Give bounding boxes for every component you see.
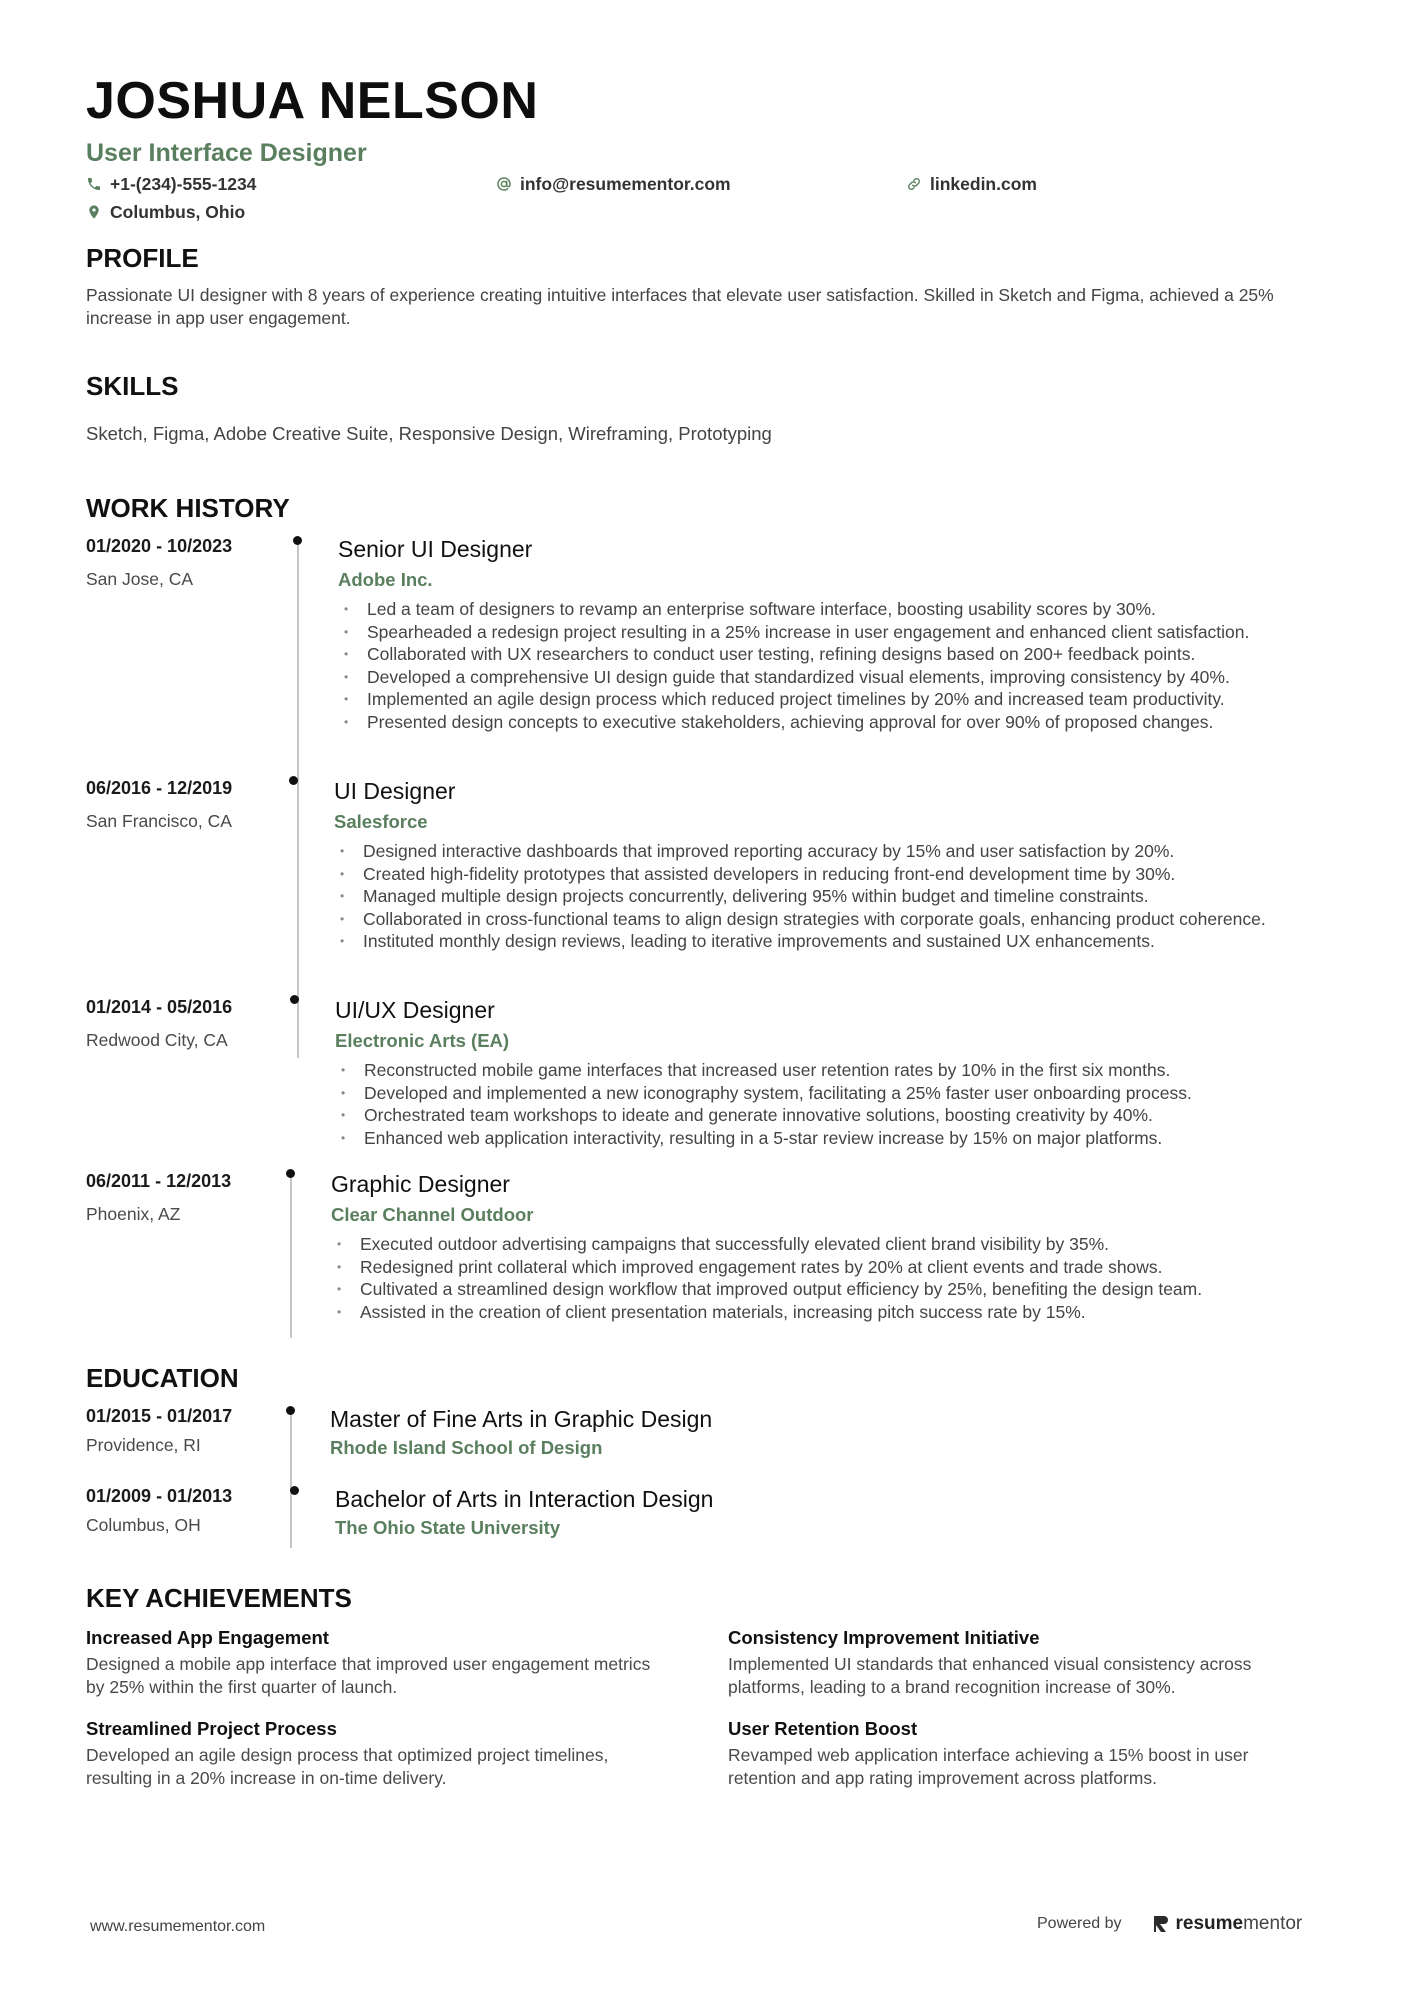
- phone-icon: [86, 176, 102, 192]
- link-icon: [906, 176, 922, 192]
- job-role: Senior UI Designer: [338, 536, 533, 562]
- achievements-section: [86, 1582, 1326, 1790]
- job-role: Graphic Designer: [331, 1171, 510, 1197]
- job-bullet: • Developed and implemented a new iconography system, facilitating a 25% faster user onboarding process.: [335, 1082, 1325, 1105]
- job-company: Adobe Inc.: [338, 569, 433, 590]
- work-entry: [86, 534, 1326, 733]
- phone-number: +1-(234)-555-1234: [110, 173, 257, 194]
- job-location: Phoenix, AZ: [86, 1204, 181, 1224]
- job-dates: 01/2014 - 05/2016: [86, 997, 233, 1017]
- linkedin-contact[interactable]: [906, 172, 1206, 196]
- school-name: The Ohio State University: [335, 1517, 561, 1538]
- job-location: San Francisco, CA: [86, 811, 232, 831]
- work-entry: [86, 1169, 1326, 1323]
- profile-section: [86, 242, 1326, 330]
- achievement-description: Revamped web application interface achieving a 15% boost in user retention and app rating improvement across platforms.: [728, 1745, 1249, 1788]
- degree-name: Bachelor of Arts in Interaction Design: [335, 1486, 714, 1512]
- job-bullet: • Created high-fidelity prototypes that assisted developers in reducing front-end development time by 30%.: [334, 863, 1324, 886]
- achievements-heading: KEY ACHIEVEMENTS: [86, 1583, 352, 1613]
- skills-text: Sketch, Figma, Adobe Creative Suite, Responsive Design, Wireframing, Prototyping: [86, 423, 772, 444]
- degree-name: Master of Fine Arts in Graphic Design: [330, 1406, 713, 1432]
- timeline-dot: [289, 776, 298, 785]
- skills-section: [86, 370, 1326, 445]
- profile-heading: PROFILE: [86, 243, 199, 273]
- resumementor-logo-icon: [1152, 1914, 1170, 1934]
- work-history-heading: WORK HISTORY: [86, 493, 290, 523]
- job-bullet: • Assisted in the creation of client presentation materials, increasing pitch success rate by 15%.: [331, 1301, 1321, 1324]
- job-location: San Jose, CA: [86, 569, 193, 589]
- achievement-description: Implemented UI standards that enhanced visual consistency across platforms, leading to a brand recognition increase of 30%.: [728, 1654, 1252, 1697]
- job-bullet: • Collaborated in cross-functional teams to align design strategies with corporate goals, enhancing product coherence.: [334, 908, 1324, 931]
- job-bullet: • Presented design concepts to executive stakeholders, achieving approval for over 90% of proposed changes.: [338, 711, 1326, 734]
- contact-info: [86, 172, 1326, 224]
- timeline-line: [290, 1410, 292, 1548]
- job-bullet: • Instituted monthly design reviews, leading to iterative improvements and sustained UX enhancements.: [334, 930, 1324, 953]
- job-bullets: [335, 1059, 1325, 1149]
- timeline-dot: [286, 1406, 295, 1415]
- job-bullet: • Managed multiple design projects concurrently, delivering 95% within budget and timeline constraints.: [334, 885, 1324, 908]
- job-company: Salesforce: [334, 811, 428, 832]
- timeline-line: [297, 540, 299, 1058]
- job-bullets: [331, 1233, 1321, 1323]
- footer-branding: [1037, 1913, 1302, 1935]
- job-bullet: • Collaborated with UX researchers to conduct user testing, refining designs based on 200+ feedback points.: [338, 643, 1326, 666]
- work-entry: [86, 995, 1326, 1149]
- job-bullet: • Designed interactive dashboards that improved reporting accuracy by 15% and user satisfaction by 20%.: [334, 840, 1324, 863]
- email-address: info@resumementor.com: [520, 173, 731, 194]
- job-role: UI/UX Designer: [335, 997, 495, 1023]
- achievement-title: Consistency Improvement Initiative: [728, 1627, 1040, 1648]
- email-contact[interactable]: [496, 172, 906, 196]
- job-company: Clear Channel Outdoor: [331, 1204, 534, 1225]
- job-dates: 06/2011 - 12/2013: [86, 1171, 232, 1191]
- education-heading: EDUCATION: [86, 1363, 239, 1393]
- education-entry: [86, 1484, 1326, 1540]
- achievement-title: Increased App Engagement: [86, 1627, 329, 1648]
- job-bullet: • Orchestrated team workshops to ideate and generate innovative solutions, boosting creativity by 40%.: [335, 1104, 1325, 1127]
- achievement-item: [728, 1626, 1328, 1699]
- achievement-title: User Retention Boost: [728, 1718, 918, 1739]
- achievement-title: Streamlined Project Process: [86, 1718, 337, 1739]
- timeline-dot: [290, 1486, 299, 1495]
- powered-by-label: Powered by: [1037, 1915, 1122, 1932]
- candidate-name: JOSHUA NELSON: [86, 72, 539, 130]
- profile-text: Passionate UI designer with 8 years of experience creating intuitive interfaces that elevate user satisfaction. Skilled in Sketch and Figma, achieved a 25% increase in app user engagement.: [86, 285, 1274, 328]
- job-bullet: • Cultivated a streamlined design workflow that improved output efficiency by 25%, benefiting the design team.: [331, 1278, 1321, 1301]
- brand-logo[interactable]: [1152, 1913, 1303, 1935]
- education-dates: 01/2009 - 01/2013: [86, 1486, 233, 1506]
- job-bullets: [334, 840, 1324, 953]
- timeline-dot: [290, 995, 299, 1004]
- location-contact: [86, 200, 496, 224]
- job-company: Electronic Arts (EA): [335, 1030, 510, 1051]
- achievement-item: [728, 1717, 1328, 1790]
- map-pin-icon: [86, 204, 102, 220]
- job-location: Redwood City, CA: [86, 1030, 228, 1050]
- at-icon: [496, 176, 512, 192]
- timeline-line: [290, 1170, 292, 1338]
- skills-heading: SKILLS: [86, 371, 179, 401]
- education-entry: [86, 1404, 1326, 1460]
- brand-name-bold: resume: [1175, 1913, 1244, 1934]
- job-bullet: • Led a team of designers to revamp an enterprise software interface, boosting usability scores by 30%.: [338, 598, 1326, 621]
- job-bullet: • Implemented an agile design process which reduced project timelines by 20% and increased team productivity.: [338, 688, 1326, 711]
- achievement-description: Designed a mobile app interface that improved user engagement metrics by 25% within the first quarter of launch.: [86, 1654, 651, 1697]
- job-bullet: • Developed a comprehensive UI design guide that standardized visual elements, improving consistency by 40%.: [338, 666, 1326, 689]
- job-bullet: • Enhanced web application interactivity, resulting in a 5-star review increase by 15% on major platforms.: [335, 1127, 1325, 1150]
- timeline-dot: [286, 1169, 295, 1178]
- resume-page: [86, 70, 1326, 1788]
- job-role: UI Designer: [334, 778, 456, 804]
- brand-name-light: mentor: [1243, 1913, 1303, 1934]
- work-history-section: [86, 492, 1326, 524]
- achievement-item: [86, 1717, 728, 1790]
- education-location: Columbus, OH: [86, 1515, 201, 1535]
- education-location: Providence, RI: [86, 1435, 201, 1455]
- education-dates: 01/2015 - 01/2017: [86, 1406, 233, 1426]
- achievement-description: Developed an agile design process that optimized project timelines, resulting in a 20% increase in on-time delivery.: [86, 1745, 609, 1788]
- achievement-item: [86, 1626, 728, 1699]
- location-text: Columbus, Ohio: [110, 201, 246, 222]
- job-bullets: [338, 598, 1326, 733]
- job-bullet: • Executed outdoor advertising campaigns that successfully elevated client brand visibility by 35%.: [331, 1233, 1321, 1256]
- linkedin-url: linkedin.com: [930, 173, 1037, 194]
- school-name: Rhode Island School of Design: [330, 1437, 603, 1458]
- job-bullet: • Spearheaded a redesign project resulting in a 25% increase in user engagement and enhanced client satisfaction.: [338, 621, 1326, 644]
- education-section: [86, 1362, 1326, 1394]
- job-bullet: • Reconstructed mobile game interfaces that increased user retention rates by 10% in the first six months.: [335, 1059, 1325, 1082]
- job-bullet: • Redesigned print collateral which improved engagement rates by 20% at client events and trade shows.: [331, 1256, 1321, 1279]
- phone-contact[interactable]: [86, 172, 496, 196]
- timeline-dot: [293, 536, 302, 545]
- work-entry: [86, 776, 1326, 953]
- job-dates: 01/2020 - 10/2023: [86, 536, 233, 556]
- job-dates: 06/2016 - 12/2019: [86, 778, 233, 798]
- job-title: User Interface Designer: [86, 139, 367, 167]
- footer-website[interactable]: www.resumementor.com: [90, 1918, 266, 1935]
